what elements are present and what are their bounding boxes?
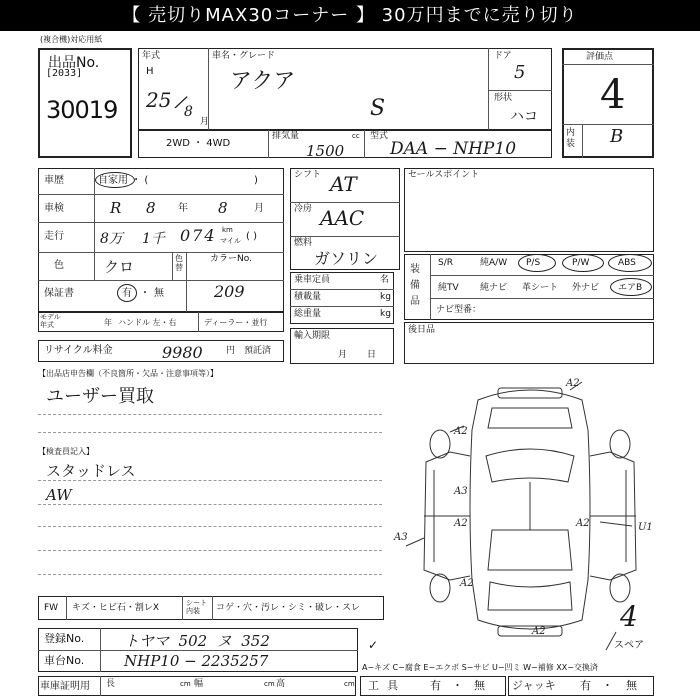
lot-tag: [2033] [46,68,83,79]
mark-a2-bottom: A2 [532,626,546,637]
lot-number: 30019 [46,96,118,124]
shift-value: AT [330,172,357,196]
model-label: 車名・グレード [212,51,276,61]
jack-no: 無 [626,679,637,692]
legend-items2: コゲ・穴・汚レ・シミ・破レ・スレ [216,603,361,613]
chassis-label: 車台No. [44,654,85,667]
payload-label: 積載量 [294,292,322,302]
equip-tv: 純TV [438,283,459,293]
legend-fw: FW [44,603,59,613]
registration-label: 登録No. [44,632,85,645]
mark-a2-left-front: A2 [454,426,468,437]
color-no-label: カラーNo. [210,254,252,264]
equip-leather: 革シート [522,283,559,293]
inspection-month-unit: 月 [254,203,264,214]
jack-yes: 有 [580,679,591,692]
score-value: 4 [600,72,626,118]
score-label: 評価点 [586,52,614,62]
drive-options: 2WD ・ 4WD [166,138,231,149]
declaration-label: 【出品店申告欄（不良箇所・欠品・注意事項等）】 [38,369,218,378]
recycle-label: リサイクル料金 [44,345,113,356]
color-label: 色 [54,260,64,271]
year-month-unit: 月 [200,117,210,127]
mileage-label: 走行 [44,231,64,242]
shift-label: シフト [294,170,322,180]
cert-length: 長 [106,679,116,689]
capacity-label: 乗車定員 [294,275,331,285]
inspection-era: R [110,199,122,217]
equip-pw: P/W [572,258,590,268]
equip-ps: P/S [526,258,541,268]
payload-unit: kg [380,292,391,302]
equipment-label: 装備品 [410,264,420,307]
capacity-unit: 名 [380,275,390,285]
inspector-line2: AW [46,486,72,504]
model-name: アクア [230,69,296,94]
chassis-value: NHP10 − 2235257 [124,652,269,670]
mileage-unit-mile: マイル [220,237,241,245]
model-year-handle: ハンドル 左・右 [118,318,177,327]
sales-point-label: セールスポイント [408,170,480,180]
mark-a2-right: A2 [576,518,590,529]
year-label: 年式 [142,51,161,61]
shape-value: ハコ [510,109,538,125]
warranty-yes: 有 [122,288,132,299]
registration-check: ✓ [368,638,379,652]
model-year-year: 年 [104,318,112,327]
header-banner: 【 売切りMAX30コーナー 】 30万円までに売り切り [0,0,700,31]
legend-seat: シート内装 [186,599,207,615]
lot-label: 出品No. [48,55,100,71]
registration-value: トヤマ 502 ヌ 352 [124,632,270,650]
inspection-year-unit: 年 [178,203,188,214]
lot-box [38,48,132,158]
displacement-value: 1500 [306,142,345,160]
year-era: H [146,66,154,77]
mark-a3-left: A3 [394,532,408,543]
spare-value: 4 [620,600,638,633]
shape-label: 形状 [494,93,513,103]
doors-value: 5 [514,62,526,83]
cert-width-unit: cm [264,680,275,688]
color-value: クロ [104,258,135,276]
equip-abs: ABS [618,258,636,268]
interior-label: 内装 [566,128,576,149]
jack-label: ジャッキ [512,679,556,692]
ac-value: AAC [320,206,365,230]
recycle-unit: 円 [226,346,236,356]
mileage-value: 074 [180,226,217,245]
warranty-no: 無 [154,288,164,299]
declaration-value: ユーザー買取 [46,386,154,407]
damage-code-legend: A−キズ C−腐食 E−エクボ S−サビ U−凹ミ W−補修 XX−交換済 [362,663,598,672]
warranty-sep: ・ [140,288,150,299]
interior-value: B [610,126,624,147]
inspection-year: 8 [146,199,156,217]
recycle-note: 預託済 [244,346,272,356]
mileage-paren: ( ) [246,231,257,242]
model-year-dealer: ディーラー・並行 [204,318,268,327]
color-no-value: 209 [214,282,245,301]
fuel-label: 燃料 [294,238,313,248]
inspector-label: 【検査員記入】 [38,447,94,456]
mark-a2-rear: A2 [460,578,474,589]
cert-width: 幅 [194,679,204,689]
inspection-month: 8 [218,199,228,217]
warranty-label: 保証書 [44,288,74,299]
type-label: 型式 [370,131,389,141]
mark-a3-mid: A3 [454,486,468,497]
spare-label: スペア [614,640,644,651]
mileage-unit-km: km [222,226,233,234]
type-value: DAA − NHP10 [390,139,517,159]
fuel-value: ガソリン [314,249,379,268]
import-limit-label: 輸入期限 [294,331,331,341]
equip-airbag: エアB [618,283,643,293]
doors-label: ドア [494,51,512,61]
import-limit-unit: 月日 [338,350,397,360]
equip-navi: 純ナビ [480,283,508,293]
tools-label: 工具 [368,679,406,692]
equip-sr: S/R [438,258,453,268]
year-month: 8 [184,104,193,120]
color-change-label: 色替 [175,254,183,272]
tools-no: 無 [474,679,485,692]
cert-height-unit: cm [344,680,355,688]
ac-label: 冷房 [294,204,313,214]
mark-a2-top: A2 [566,378,580,389]
cert-label: 車庫証明用 [40,681,90,692]
displacement-unit: cc [352,132,360,140]
history-label: 車歴 [44,175,64,186]
navi-model: ナビ型番： [436,305,482,315]
gross-unit: kg [380,309,391,319]
cert-height: 高 [276,679,286,689]
model-grade: S [370,96,386,121]
gross-label: 総重量 [294,309,322,319]
mark-u1-right: U1 [638,522,653,533]
equip-ext-navi: 外ナビ [572,283,600,293]
history-close: ) [254,175,258,186]
tools-yes: 有 [430,679,441,692]
delivery-label: 後日品 [408,325,436,335]
displacement-label: 排気量 [272,131,300,141]
recycle-value: 9980 [162,343,203,362]
mileage-sen: 1千 [142,231,165,247]
inspector-line1: スタッドレス [46,462,136,480]
model-year-label: モデル年式 [40,313,61,329]
year-value: 25 [146,88,172,112]
cert-length-unit: cm [180,680,191,688]
mileage-man: 8万 [100,231,123,247]
equip-aw: 純A/W [480,258,508,268]
delivery-box [404,322,654,364]
top-note: (複合機)対応用紙 [40,35,103,44]
history-value: 自家用 ・ ( [98,175,149,186]
mark-a2-mid: A2 [454,518,468,529]
inspection-label: 車検 [44,203,64,214]
legend-items: キズ・ヒビ石・割レX [72,603,159,613]
